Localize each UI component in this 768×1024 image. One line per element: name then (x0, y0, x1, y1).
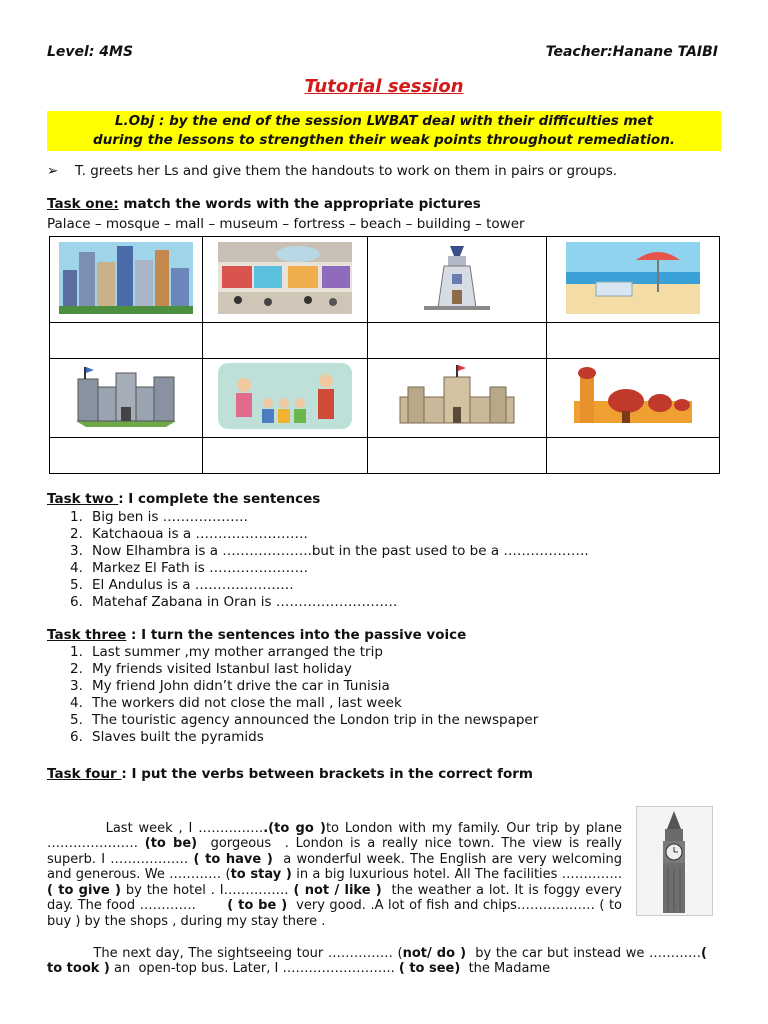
task-four-heading: Task four : I put the verbs between brackets in the correct form (47, 766, 534, 782)
page-title: Tutorial session (304, 76, 464, 97)
tower-picture (390, 242, 524, 314)
list-item: 2. Katchaoua is a ……………………. (70, 526, 308, 542)
list-item: 5. The touristic agency announced the London trip in the newspaper (70, 712, 539, 728)
cell-beach (547, 237, 720, 323)
list-item: 6. Matehaf Zabana in Oran is ……………………… (70, 594, 398, 610)
palace-picture (390, 363, 524, 429)
fortress-picture (66, 363, 186, 429)
museum-picture (218, 363, 352, 429)
list-item: 4. Markez El Fath is …………………. (70, 560, 308, 576)
list-item: 3. My friend John didn’t drive the car in Tunisia (70, 678, 390, 694)
mall-picture (218, 242, 352, 314)
list-item: 3. Now Elhambra is a ………………..but in the past used to be a ………………. (70, 543, 589, 559)
task-two-list (70, 509, 589, 611)
big-ben-frame (636, 806, 713, 916)
list-item: 2. My friends visited Istanbul last holiday (70, 661, 352, 677)
mosque-picture (566, 363, 700, 429)
cell-palace (368, 359, 547, 438)
intro-bullet: ➢ T. greets her Ls and give them the handouts to work on them in pairs or groups. (47, 163, 618, 179)
teacher-label: Teacher:Hanane TAIBI (545, 44, 718, 60)
task-three-heading: Task three : I turn the sentences into the passive voice (47, 627, 467, 643)
cell-buildings (50, 237, 203, 323)
list-item: 4. The workers did not close the mall , last week (70, 695, 402, 711)
buildings-picture (59, 242, 193, 314)
list-item: 1. Last summer ,my mother arranged the trip (70, 644, 383, 660)
task-one-heading: Task one: match the words with the appropriate pictures (47, 196, 481, 212)
cell-mosque (547, 359, 720, 438)
level-label: Level: 4MS (47, 44, 134, 60)
beach-picture (566, 242, 700, 314)
list-item: 5. El Andulus is a …………………. (70, 577, 294, 593)
task-four-paragraph-2: The next day, The sightseeing tour …………… (not/ do ) by the car but instead we …………( to took ) an open-top bus. Later, I …………………….. ( to see) the Madame (47, 945, 712, 976)
arrow-bullet-icon: ➢ (47, 163, 59, 179)
list-item: 6. Slaves built the pyramids (70, 729, 264, 745)
big-ben-picture (637, 807, 712, 915)
cell-tower (368, 237, 547, 323)
learning-objective: L.Obj : by the end of the session LWBAT deal with their difficulties met during the lessons to strengthen their weak points throughout remediation. (47, 111, 721, 151)
task-three-list (70, 644, 538, 746)
task-four-paragraph-1: Last week , I …………….(to go )to London with my family. Our trip by plane ………………… (to be) gorgeous . London is a really nice town. The view is really superb. I ……………… ( to have ) a wonderful week. The English are very welcoming and generous. We ………… (to stay ) in a big luxurious hotel. All The facilities ………….. ( to give ) by the hotel . I…………… ( not / like ) the weather a lot. It is foggy every day. The food …………. ( to be ) very good. .A lot of fish and chips……………… ( to buy ) by the shops , during my stay there . (47, 820, 627, 929)
word-list: Palace – mosque – mall – museum – fortress – beach – building – tower (47, 216, 525, 232)
list-item: 1. Big ben is ………………. (70, 509, 248, 525)
cell-museum (203, 359, 368, 438)
cell-fortress (50, 359, 203, 438)
task-two-heading: Task two : I complete the sentences (47, 491, 321, 507)
cell-mall (203, 237, 368, 323)
picture-table (49, 236, 720, 474)
